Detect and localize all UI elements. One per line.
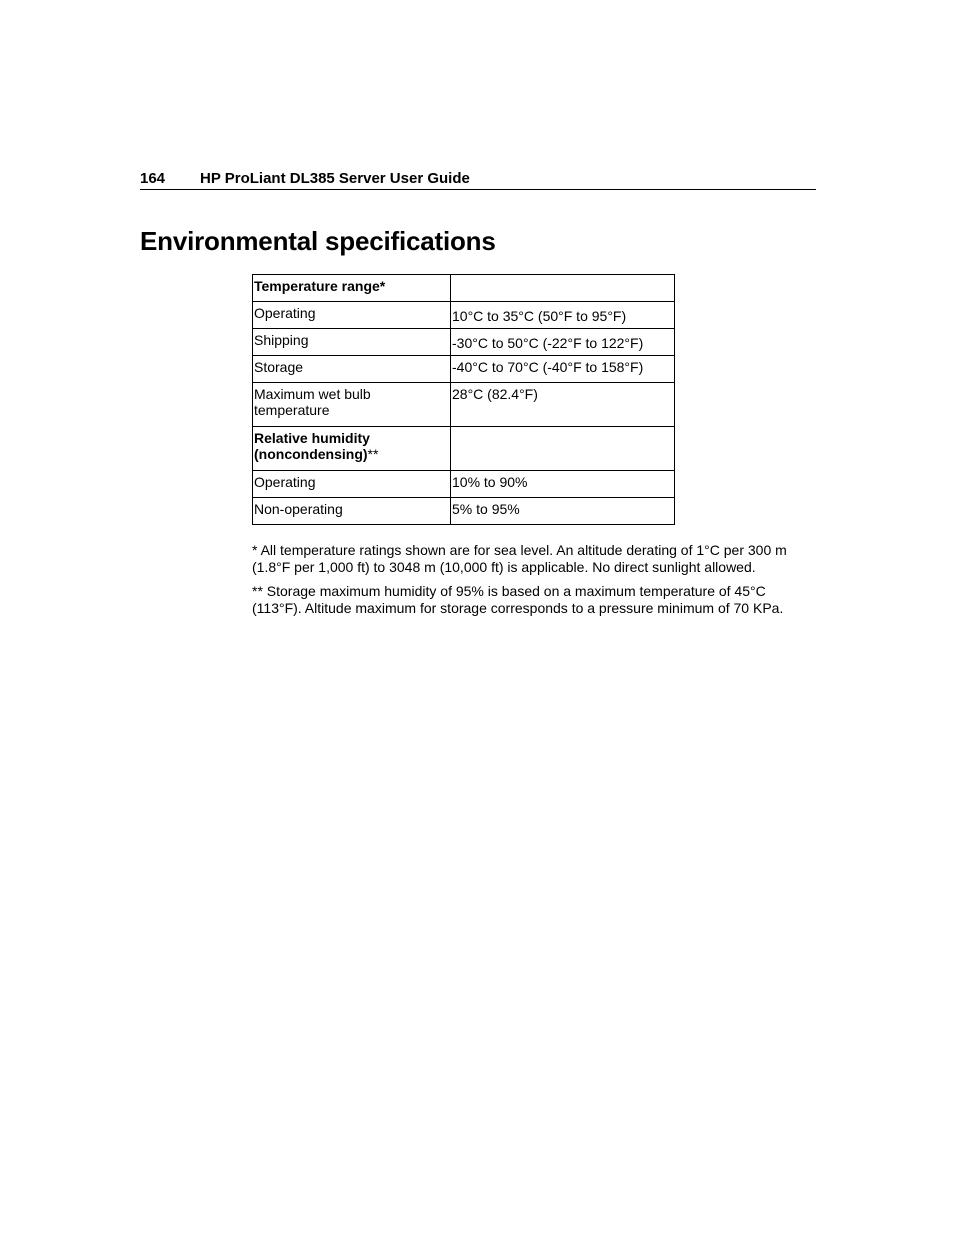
page-number: 164 (140, 170, 166, 187)
table-row (253, 302, 675, 329)
footnote-humidity: ** Storage maximum humidity of 95% is based on a maximum temperature of 45°C (113°F). Altitude maximum for storage corresponds to a pressure minimum of 70 KPa. (252, 583, 784, 616)
row-label: Operating (253, 471, 451, 498)
row-label: Maximum wet bulb temperature (253, 383, 451, 427)
temperature-range-heading: Temperature range* (253, 275, 451, 302)
table-row (253, 498, 675, 525)
table-row (253, 471, 675, 498)
row-label: Shipping (253, 329, 451, 356)
row-value: -30°C to 50°C (-22°F to 122°F) (451, 329, 675, 356)
page-header (140, 168, 816, 190)
empty-cell (451, 275, 675, 302)
section-title: Environmental specifications (140, 226, 496, 256)
table-row (253, 356, 675, 383)
footnote-temperature: * All temperature ratings shown are for sea level. An altitude derating of 1°C per 300 m (1.8°F per 1,000 ft) to 3048 m (10,000 ft) is applicable. No direct sunlight allowed. (252, 542, 787, 575)
row-label: Storage (253, 356, 451, 383)
document-title: HP ProLiant DL385 Server User Guide (200, 170, 470, 187)
relative-humidity-heading-text: Relative humidity (noncondensing) (254, 430, 370, 462)
table-section-row-humidity (253, 427, 675, 471)
relative-humidity-heading (253, 427, 451, 471)
row-value: 28°C (82.4°F) (451, 383, 675, 427)
table-section-row-temperature (253, 275, 675, 302)
table-row (253, 383, 675, 427)
row-label: Operating (253, 302, 451, 329)
row-value: -40°C to 70°C (-40°F to 158°F) (451, 356, 675, 383)
row-value: 10% to 90% (451, 471, 675, 498)
row-label: Non-operating (253, 498, 451, 525)
relative-humidity-footnote-mark: ** (367, 446, 379, 462)
environmental-spec-table (252, 274, 675, 525)
empty-cell (451, 427, 675, 471)
table-row (253, 329, 675, 356)
footnotes (252, 542, 812, 624)
row-value: 10°C to 35°C (50°F to 95°F) (451, 302, 675, 329)
row-value: 5% to 95% (451, 498, 675, 525)
